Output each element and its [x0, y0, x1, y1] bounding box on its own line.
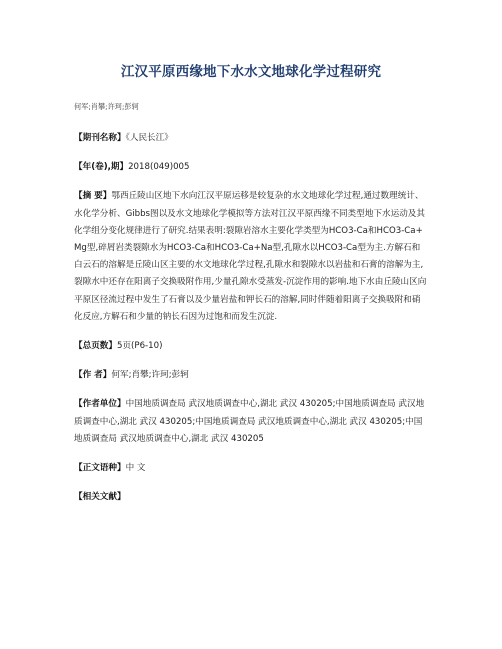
affiliation-field	[74, 396, 428, 448]
language-label: 【正文语种】	[74, 463, 126, 474]
paper-title: 江汉平原西缘地下水水文地球化学过程研究	[120, 64, 382, 80]
abstract-label: 【摘 要】	[74, 191, 112, 202]
journal-value: 《人民长江》	[125, 133, 173, 143]
author-value: 何军;肖攀;许珂;彭轲	[111, 370, 189, 381]
year-label: 【年(卷),期】	[74, 162, 129, 173]
abstract-text: 鄂西丘陵山区地下水向江汉平原运移是较复杂的水文地球化学过程,通过数理统计、水化学分析、Gibbs图以及水文地球化学模拟等方法对江汉平原西缘不同类型地下水运动及其化学组分变化规律进行了研究.结果表明:裂隙岩溶水主要化学类型为HCO3-Ca和HCO3-Ca+Mg型,碎屑岩类裂隙水为HCO3-Ca和HCO3-Ca+Na型,孔隙水以HCO3-Ca型为主.方解石和白云石的溶解是丘陵山区主要的水文地球化学过程,孔隙水和裂隙水以岩盐和石膏的溶解为主,裂隙水中还存在阳离子交换吸附作用,少量孔隙水受蒸发-沉淀作用的影响.地下水由丘陵山区向平原区径流过程中发生了石膏以及少量岩盐和钾长石的溶解,同时伴随着阳离子交换吸附和硝化反应,方解石和少量的钠长石因为过饱和而发生沉淀.	[74, 191, 427, 322]
authors-line: 何军;肖攀;许珂;彭轲	[74, 102, 139, 111]
related-field	[74, 489, 428, 506]
language-field	[74, 460, 428, 477]
pages-field	[74, 338, 428, 355]
related-label: 【相关文献】	[74, 492, 126, 503]
pages-label: 【总页数】	[74, 341, 117, 352]
author-label: 【作 者】	[74, 370, 112, 381]
journal-label: 【期刊名称】	[74, 133, 126, 143]
journal-field	[74, 130, 428, 147]
pages-value: 5页(P6-10)	[116, 341, 163, 352]
affiliation-value: 中国地质调查局 武汉地质调查中心,湖北 武汉 430205;中国地质调查局 武汉地质调查中心,湖北 武汉 430205;中国地质调查局 武汉地质调查中心,湖北 武汉 430205;中国地质调查局 武汉地质调查中心,湖北 武汉 430205	[74, 399, 425, 444]
year-field	[74, 159, 428, 176]
abstract-field	[74, 188, 428, 326]
language-value: 中 文	[125, 463, 146, 474]
author-field	[74, 367, 428, 384]
affiliation-label: 【作者单位】	[74, 399, 126, 410]
year-value: 2018(049)005	[128, 162, 190, 173]
